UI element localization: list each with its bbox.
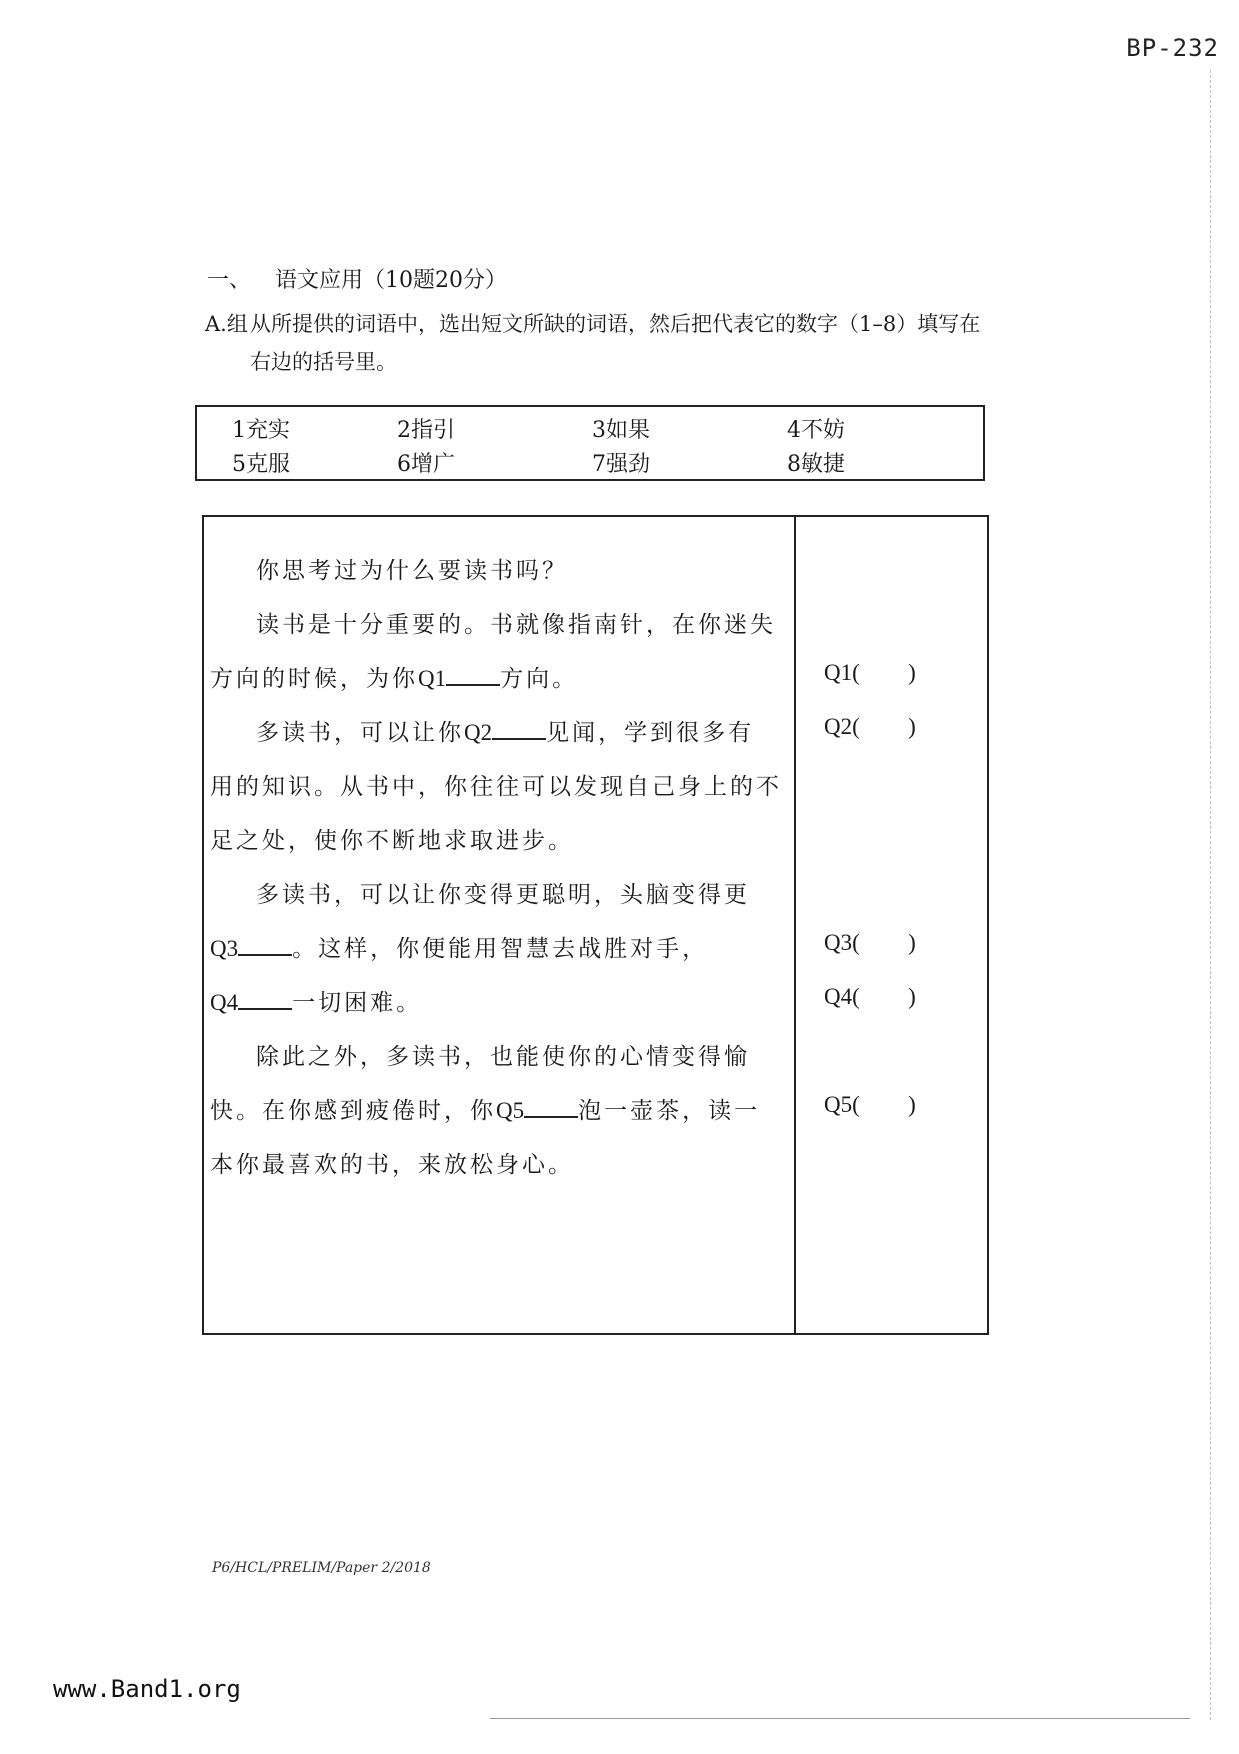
question-label: Q1 bbox=[418, 666, 447, 691]
passage-text-segment: 一切困难。 bbox=[292, 990, 423, 1016]
watermark[interactable]: www.Band1.org bbox=[53, 1675, 241, 1703]
bottom-rule bbox=[490, 1718, 1190, 1719]
passage-text-segment: 方向。 bbox=[500, 666, 579, 692]
passage-text-segment: 本你最喜欢的书，来放松身心。 bbox=[210, 1152, 574, 1178]
word-option: 8敏捷 bbox=[787, 452, 845, 477]
passage-line bbox=[256, 606, 776, 639]
scan-edge-line bbox=[1210, 70, 1211, 1720]
answer-label: Q2 bbox=[824, 714, 853, 739]
passage-text-segment: 除此之外，多读书，也能使你的心情变得愉 bbox=[256, 1044, 750, 1070]
passage-line bbox=[256, 1038, 750, 1071]
passage-line bbox=[256, 714, 754, 747]
column-divider bbox=[794, 517, 796, 1333]
word-option: 7强劲 bbox=[592, 452, 650, 477]
question-label: Q2 bbox=[464, 720, 493, 745]
question-label: Q4 bbox=[210, 990, 239, 1015]
word-options-box bbox=[195, 405, 985, 481]
document-code: BP-232 bbox=[1126, 34, 1219, 62]
close-paren: ) bbox=[908, 714, 916, 739]
word-option: 3如果 bbox=[592, 418, 650, 443]
page-footer: P6/HCL/PRELIM/Paper 2/2018 bbox=[212, 1560, 431, 1576]
question-label: Q5 bbox=[496, 1098, 525, 1123]
word-option: 4不妨 bbox=[787, 418, 845, 443]
answer-label: Q5 bbox=[824, 1092, 853, 1117]
passage-box bbox=[202, 515, 989, 1335]
passage-line bbox=[210, 984, 422, 1017]
passage-text-segment: 泡一壶茶，读一 bbox=[578, 1098, 761, 1124]
passage-line bbox=[210, 660, 578, 693]
passage-line bbox=[210, 768, 782, 801]
passage-text-segment: 多读书，可以让你变得更聪明，头脑变得更 bbox=[256, 882, 750, 908]
passage-text-segment: 读书是十分重要的。书就像指南针，在你迷失 bbox=[256, 612, 776, 638]
section-title: 语文应用（10题20分） bbox=[275, 268, 507, 293]
answer-bracket[interactable] bbox=[824, 714, 916, 740]
close-paren: ) bbox=[908, 1092, 916, 1117]
word-option: 2指引 bbox=[397, 418, 455, 443]
passage-line bbox=[256, 552, 568, 585]
open-paren: ( bbox=[852, 930, 860, 955]
close-paren: ) bbox=[908, 984, 916, 1009]
open-paren: ( bbox=[852, 660, 860, 685]
passage-text-segment: 你思考过为什么要读书吗？ bbox=[256, 558, 568, 584]
passage-text-segment: 方向的时候，为你 bbox=[210, 666, 418, 692]
section-heading bbox=[207, 263, 507, 294]
word-option: 5克服 bbox=[232, 452, 290, 477]
passage-line bbox=[210, 1092, 760, 1125]
question-label: Q3 bbox=[210, 936, 239, 961]
instruction-text: 从所提供的词语中，选出短文所缺的词语，然后把代表它的数字（1–8）填写在右边的括号里。 bbox=[250, 312, 981, 374]
passage-text-segment: 。这样，你便能用智慧去战胜对手， bbox=[292, 936, 709, 962]
word-option: 1充实 bbox=[232, 418, 290, 443]
passage-line bbox=[256, 876, 750, 909]
answer-blank[interactable] bbox=[238, 990, 292, 1010]
open-paren: ( bbox=[852, 1092, 860, 1117]
answer-bracket[interactable] bbox=[824, 1092, 916, 1118]
passage-text-segment: 快。在你感到疲倦时，你 bbox=[210, 1098, 496, 1124]
answer-label: Q3 bbox=[824, 930, 853, 955]
word-option: 6增广 bbox=[397, 452, 455, 477]
passage-text-segment: 足之处，使你不断地求取进步。 bbox=[210, 828, 574, 854]
answer-blank[interactable] bbox=[492, 720, 546, 740]
answer-blank[interactable] bbox=[446, 666, 500, 686]
answer-blank[interactable] bbox=[524, 1098, 578, 1118]
open-paren: ( bbox=[852, 714, 860, 739]
answer-bracket[interactable] bbox=[824, 660, 916, 686]
answer-blank[interactable] bbox=[238, 936, 292, 956]
passage-text-segment: 多读书，可以让你 bbox=[256, 720, 464, 746]
passage-text-segment: 见闻，学到很多有 bbox=[546, 720, 755, 746]
answer-bracket[interactable] bbox=[824, 984, 916, 1010]
answer-label: Q1 bbox=[824, 660, 853, 685]
close-paren: ) bbox=[908, 930, 916, 955]
passage-line bbox=[210, 1146, 574, 1179]
section-number: 一、 bbox=[207, 268, 252, 293]
passage-line bbox=[210, 930, 708, 963]
close-paren: ) bbox=[908, 660, 916, 685]
answer-bracket[interactable] bbox=[824, 930, 916, 956]
open-paren: ( bbox=[852, 984, 860, 1009]
group-label: A.组 bbox=[205, 312, 248, 336]
passage-text-segment: 用的知识。从书中，你往往可以发现自己身上的不 bbox=[210, 774, 782, 800]
passage-line bbox=[210, 822, 574, 855]
answer-label: Q4 bbox=[824, 984, 853, 1009]
group-instruction bbox=[205, 305, 985, 381]
